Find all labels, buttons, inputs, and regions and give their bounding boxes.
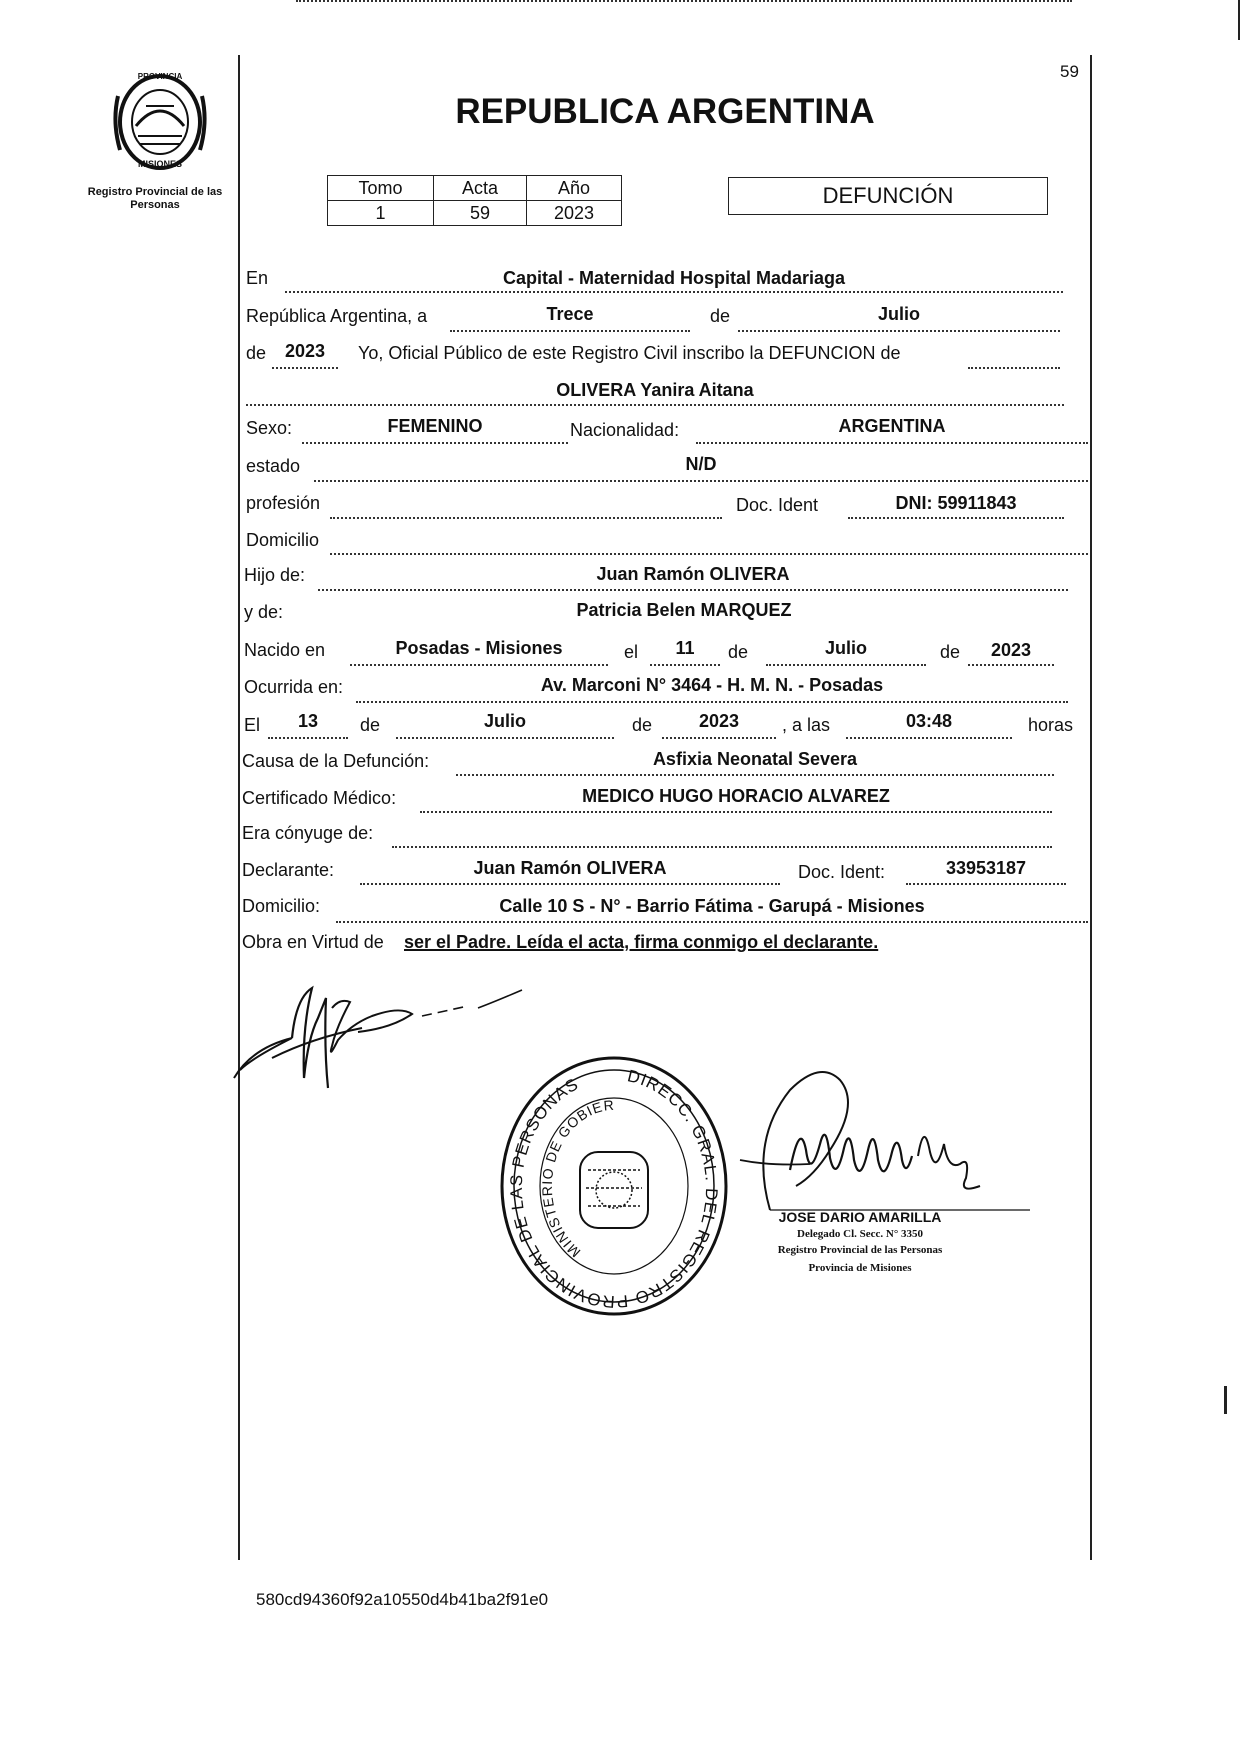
muerte-dia-dots: [268, 737, 348, 739]
profesion-label: profesión: [246, 493, 321, 513]
nacionalidad-dots: [696, 442, 1088, 444]
nacionalidad-label: Nacionalidad:: [570, 420, 680, 440]
declarante-label: Declarante:: [242, 860, 335, 880]
left-margin-line: [238, 55, 240, 1560]
domicilio-label: Domicilio: [246, 530, 320, 550]
doc-ident-value: DNI: 59911843: [895, 493, 1017, 513]
doc-ident2-dots: [906, 883, 1066, 885]
de-label-5: de: [360, 715, 381, 735]
official-seal: [496, 1052, 732, 1320]
nacido-anio-dots: [968, 664, 1054, 666]
table-header-acta: Acta: [434, 176, 527, 201]
en-dots: [285, 291, 1063, 293]
nacido-lugar-dots: [350, 664, 608, 666]
obra-value: ser el Padre. Leída el acta, firma conmigo el declarante.: [404, 932, 879, 952]
ocurrida-value: Av. Marconi N° 3464 - H. M. N. - Posadas: [540, 675, 884, 695]
anio-value: 2023: [284, 341, 326, 361]
record-type-box: [728, 177, 1048, 215]
causa-label: Causa de la Defunción:: [242, 751, 430, 771]
nacido-mes-value: Julio: [824, 638, 867, 658]
doc-ident2-label: Doc. Ident:: [798, 862, 886, 882]
seal-outer-text: DIRECC. GRAL. DEL REGISTRO PROVINCIAL DE LAS PERSONAS: [506, 1066, 722, 1312]
ocurrida-dots: [356, 701, 1068, 703]
registry-table: [327, 175, 622, 226]
horas-label: horas: [1028, 715, 1074, 735]
el-label: el: [624, 642, 639, 662]
declarante-value: Juan Ramón OLIVERA: [473, 858, 667, 878]
alas-label: , a las: [782, 715, 831, 735]
official-province: Provincia de Misiones: [808, 1262, 912, 1274]
de-label-3: de: [728, 642, 749, 662]
table-header-anio: Año: [527, 176, 622, 201]
doc-ident-dots: [848, 517, 1064, 519]
domicilio-dots: [330, 553, 1088, 555]
table-value-anio: 2023: [527, 201, 622, 226]
sexo-dots: [302, 442, 568, 444]
logo-bottom-text: MISIONES: [137, 159, 182, 169]
nombre-dots: [246, 404, 1064, 406]
scan-edge-mark-top: [1238, 0, 1240, 40]
estado-value: N/D: [685, 454, 717, 474]
nacido-dia-dots: [650, 664, 720, 666]
causa-dots: [456, 774, 1054, 776]
sexo-value: FEMENINO: [387, 416, 483, 436]
official-registry: Registro Provincial de las Personas: [777, 1244, 943, 1256]
doc-ident2-value: 33953187: [945, 858, 1027, 878]
certificado-dots: [420, 811, 1052, 813]
de-label-6: de: [632, 715, 653, 735]
domicilio2-value: Calle 10 S - N° - Barrio Fátima - Garupá - Misiones: [499, 896, 925, 916]
de-label-2: de: [246, 343, 267, 363]
dia-value: Trece: [546, 304, 594, 324]
hijo-label: Hijo de:: [244, 565, 306, 585]
scan-edge-mark-mid: [1224, 1386, 1227, 1414]
nacionalidad-value: ARGENTINA: [838, 416, 946, 436]
profesion-dots: [330, 517, 722, 519]
country-title: REPUBLICA ARGENTINA: [455, 92, 875, 131]
madre-dots: [296, 0, 1072, 2]
muerte-mes-dots: [396, 737, 614, 739]
padre-value: Juan Ramón OLIVERA: [596, 564, 790, 584]
nacido-mes-dots: [766, 664, 926, 666]
seal-inner-text: MINISTERIO DE GOBIER: [538, 1096, 616, 1261]
muerte-hora-dots: [846, 737, 1012, 739]
registry-label: Registro Provincial de las Personas: [87, 186, 223, 211]
declarante-dots: [360, 883, 780, 885]
mes-dots: [738, 330, 1060, 332]
republica-label: República Argentina, a: [246, 306, 428, 326]
el2-label: El: [244, 715, 261, 735]
nacido-lugar-value: Posadas - Misiones: [395, 638, 563, 658]
conyuge-dots: [392, 846, 1052, 848]
sexo-label: Sexo:: [246, 418, 293, 438]
nacido-label: Nacido en: [244, 640, 326, 660]
inscribo-text: Yo, Oficial Público de este Registro Civil inscribo la DEFUNCION de: [358, 343, 901, 363]
conyuge-label: Era cónyuge de:: [242, 823, 374, 843]
ocurrida-label: Ocurrida en:: [244, 677, 344, 697]
deceased-name: OLIVERA Yanira Aitana: [556, 380, 754, 400]
certificado-value: MEDICO HUGO HORACIO ALVAREZ: [582, 786, 890, 806]
table-value-tomo: 1: [328, 201, 434, 226]
logo-top-text: PROVINCIA: [137, 72, 183, 81]
official-name: JOSE DARIO AMARILLA: [778, 1209, 942, 1225]
de-label-4: de: [940, 642, 961, 662]
table-header-tomo: Tomo: [328, 176, 434, 201]
en-label: En: [246, 268, 269, 288]
dia-dots: [450, 330, 690, 332]
record-type: DEFUNCIÓN: [822, 183, 954, 208]
en-value: Capital - Maternidad Hospital Madariaga: [502, 268, 846, 288]
table-value-acta: 59: [434, 201, 527, 226]
nacido-dia-value: 11: [675, 638, 695, 658]
de-label-1: de: [710, 306, 731, 326]
muerte-mes-value: Julio: [483, 711, 526, 731]
yde-label: y de:: [244, 602, 284, 622]
domicilio2-dots: [336, 921, 1088, 923]
madre-value: Patricia Belen MARQUEZ: [576, 600, 792, 620]
causa-value: Asfixia Neonatal Severa: [652, 749, 858, 769]
doc-ident-label: Doc. Ident: [736, 495, 819, 515]
right-margin-line: [1090, 55, 1092, 1560]
muerte-anio-dots: [662, 737, 776, 739]
official-role: Delegado Cl. Secc. N° 3350: [797, 1228, 923, 1240]
official-signature: [730, 1060, 1050, 1250]
page-number: 59: [1060, 62, 1079, 81]
obra-label: Obra en Virtud de: [242, 932, 384, 952]
muerte-anio-value: 2023: [698, 711, 740, 731]
document-hash: 580cd94360f92a10550d4b41ba2f91e0: [256, 1590, 549, 1609]
muerte-hora-value: 03:48: [905, 711, 953, 731]
certificado-label: Certificado Médico:: [242, 788, 397, 808]
inscribo-dots: [968, 367, 1060, 369]
estado-label: estado: [246, 456, 301, 476]
declarant-signature: [232, 968, 532, 1108]
muerte-dia-value: 13: [297, 711, 319, 731]
padre-dots: [318, 589, 1068, 591]
domicilio2-label: Domicilio:: [242, 896, 321, 916]
nacido-anio-value: 2023: [990, 640, 1032, 660]
anio-dots: [272, 367, 338, 369]
mes-value: Julio: [877, 304, 920, 324]
estado-dots: [314, 480, 1088, 482]
